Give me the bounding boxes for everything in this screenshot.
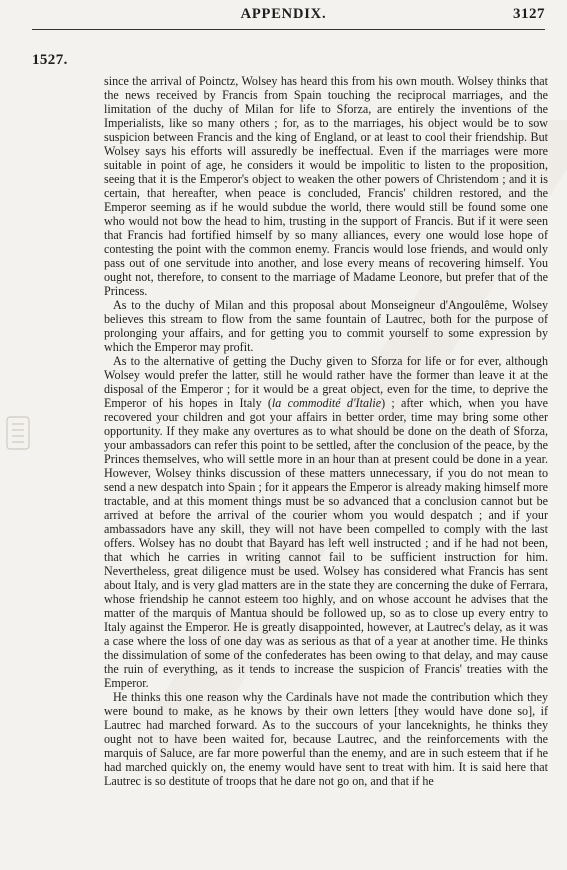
- body-text: [104, 74, 548, 852]
- page-number: 3127: [513, 6, 545, 22]
- page-header: [0, 0, 567, 40]
- library-stamp-icon: [4, 415, 32, 451]
- paragraph-2: [104, 298, 548, 354]
- header-rule: [32, 29, 545, 30]
- paragraph-3-text-before: As to the alternative of getting the Duchy given to Sforza for life or for ever, although Wolsey would prefer the latter, still he would rather have the former than leave it at the disposal of the Emperor ; for it would be a great object, even for the time, to deprive the Emperor of his hopes in Italy (: [104, 354, 548, 410]
- paragraph-4: [104, 690, 548, 788]
- paragraph-1: [104, 74, 548, 298]
- paragraph-3-text-after: ) ; after which, when you have recovered your children and got your affairs in better order, time may bring some other opportunity. If they make any overtures as to what should be done on the death of Sforza, your ambassadors can refer this point to be settled, after the conclusion of the peace, by the Princes themselves, who will settle more in an hour than at present could be done in a year. However, Wolsey thinks discussion of these matters unnecessary, if you do not mean to send a new despatch into Spain ; for it appears the Emperor is already making himself more tractable, and at this moment things must be so advanced that a conclusion cannot but be arrived at before the arrival of the courier whom you would despatch ; and if your ambassadors have any skill, they will not have been compelled to comply with the last offers. Wolsey has no doubt that Bayard has left well instructed ; and if he had not been, that which he carries in writing cannot fail to be sufficient instruction for him. Nevertheless, great diligence must be used. Wolsey has considered what Francis has sent about Italy, and is very glad matters are in the state they are concerning the duke of Ferrara, whose friendship he cannot esteem too highly, and on whose account he advises that the matter of the marquis of Mantua should be followed up, so as to close up every entry to Italy against the Emperor. He is greatly disappointed, however, at Lautrec's delay, as it was a case where the loss of one day was as serious as that of a year at another time. He thinks the dissimulation of some of the confederates has been owing to that delay, and may cause the ruin of everything, as it tends to increase the suspicion of Francis' treaties with the Emperor.: [104, 396, 548, 690]
- margin-year: 1527.: [32, 52, 68, 68]
- paragraph-1-text: since the arrival of Poinctz, Wolsey has heard this from his own mouth. Wolsey thinks that the news received by Francis from Spain touching the reciprocal marriages, and the limitation of the duchy of Milan for life to Sforza, are entirely the inventions of the Imperialists, like so many others ; for, as to the marriages, his object would be to sow suspicion between Francis and the king of England, or at least to cool their friendship. But Wolsey says his efforts will assuredly be ineffectual. Even if the marriages were more suitable in point of age, he considers it would be impolitic to listen to the proposition, seeing that it is the Emperor's object to weaken the other powers of Christendom ; and it is certain, that hereafter, when peace is concluded, Francis' children restored, and the Emperor seeming as if he would subdue the world, there would still be found some one who would not bow the head to him, trusting in the support of Francis. But if it were seen that Francis had fortified himself by so many alliances, every one would lose hope of contesting the point with the common enemy. Francis would lose friends, and would only pass out of one servitude into another, and lose every means of recovering himself. You ought not, therefore, to consent to the marriage of Madame Leonore, but prefer that of the Princess.: [104, 74, 548, 298]
- paragraph-3-italic-phrase: la commodité d'Italie: [271, 396, 382, 410]
- paragraph-2-text: As to the duchy of Milan and this proposal about Monseigneur d'Angoulême, Wolsey believes this stream to flow from the same fountain of Lautrec, both for the purpose of prolonging your affairs, and for getting you to commit yourself to some expression by which the Emperor may profit.: [104, 298, 548, 354]
- running-head-title: APPENDIX.: [240, 6, 327, 22]
- paragraph-4-text: He thinks this one reason why the Cardinals have not made the contribution which they were bound to make, as he knows by their own letters [they would have done so], if Lautrec had marched forward. As to the succours of your lanceknights, he thinks they ought not to have been waited for, because Lautrec, and the reinforcements with the marquis of Saluce, are far more powerful than the enemy, and are in such esteem that if he had marched quickly on, the enemy would have sent to treat with him. It is said here that Lautrec is so destitute of troops that he dare not go on, and that if he: [104, 690, 548, 788]
- paragraph-3: [104, 354, 548, 690]
